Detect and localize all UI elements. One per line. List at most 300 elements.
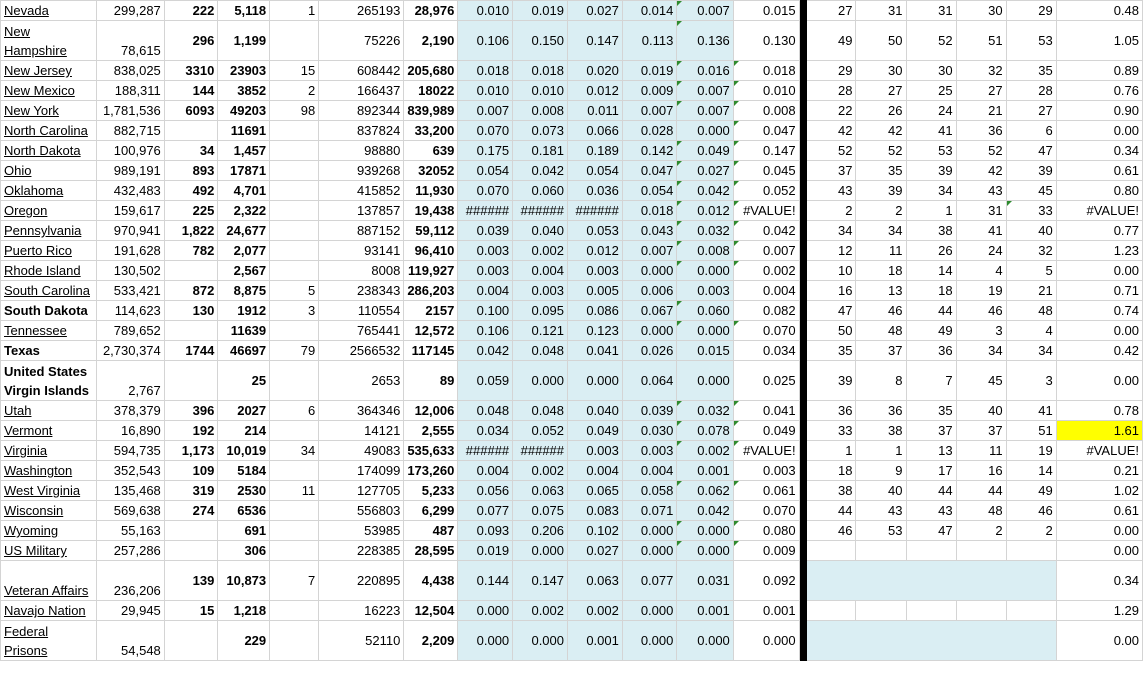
cell-c4[interactable]: 49203 [218,101,270,121]
cell-state-name[interactable]: Rhode Island [1,261,97,281]
cell-c3[interactable]: 3310 [164,61,218,81]
cell-k2[interactable] [856,541,906,561]
cell-r3[interactable]: 0.002 [568,601,623,621]
cell-r3[interactable]: 0.040 [568,401,623,421]
cell-pop[interactable]: 989,191 [96,161,164,181]
cell-pop[interactable]: 882,715 [96,121,164,141]
cell-c4[interactable]: 229 [218,621,270,661]
cell-c7[interactable]: 119,927 [404,261,458,281]
cell-state-name[interactable]: Oklahoma [1,181,97,201]
cell-state-name[interactable]: Veteran Affairs [1,561,97,601]
cell-k2[interactable]: 39 [856,181,906,201]
cell-k5[interactable]: 53 [1006,21,1056,61]
cell-c3[interactable]: 782 [164,241,218,261]
cell-c5[interactable] [270,321,319,341]
cell-c4[interactable]: 8,875 [218,281,270,301]
cell-c6[interactable]: 220895 [319,561,404,601]
cell-k1[interactable]: 27 [807,1,856,21]
cell-r2[interactable]: 0.002 [513,241,568,261]
cell-state-name[interactable]: Nevada [1,1,97,21]
cell-c6[interactable]: 415852 [319,181,404,201]
cell-c4[interactable]: 5,118 [218,1,270,21]
cell-k5[interactable]: 3 [1006,361,1056,401]
cell-pop[interactable]: 1,781,536 [96,101,164,121]
cell-pop[interactable]: 16,890 [96,421,164,441]
cell-r3[interactable]: 0.001 [568,621,623,661]
cell-avg[interactable]: 0.034 [733,341,799,361]
cell-c7[interactable]: 12,504 [404,601,458,621]
cell-avg[interactable]: 0.092 [733,561,799,601]
cell-r4[interactable]: 0.009 [622,81,677,101]
cell-k5[interactable]: 6 [1006,121,1056,141]
cell-c7[interactable]: 19,438 [404,201,458,221]
cell-r1[interactable]: 0.034 [458,421,513,441]
cell-k3[interactable]: 14 [906,261,956,281]
cell-r5[interactable]: 0.007 [677,101,733,121]
cell-r4[interactable]: 0.000 [622,321,677,341]
cell-k1[interactable]: 39 [807,361,856,401]
cell-k5[interactable]: 27 [1006,101,1056,121]
cell-k3[interactable]: 38 [906,221,956,241]
cell-c5[interactable] [270,141,319,161]
cell-k2[interactable]: 26 [856,101,906,121]
cell-k2[interactable]: 37 [856,341,906,361]
cell-r1[interactable]: 0.106 [458,21,513,61]
cell-k5[interactable]: 49 [1006,481,1056,501]
cell-k1[interactable]: 50 [807,321,856,341]
cell-k3[interactable]: 47 [906,521,956,541]
cell-last[interactable]: #VALUE! [1056,441,1142,461]
cell-last[interactable]: 0.21 [1056,461,1142,481]
cell-r5[interactable]: 0.060 [677,301,733,321]
cell-r2[interactable]: 0.002 [513,601,568,621]
cell-k3[interactable]: 7 [906,361,956,401]
cell-avg[interactable]: 0.000 [733,621,799,661]
cell-r5[interactable]: 0.000 [677,621,733,661]
cell-c4[interactable]: 2,567 [218,261,270,281]
cell-c3[interactable]: 6093 [164,101,218,121]
cell-r2[interactable]: 0.010 [513,81,568,101]
cell-last[interactable]: 0.89 [1056,61,1142,81]
cell-c4[interactable]: 10,873 [218,561,270,601]
cell-r3[interactable]: 0.049 [568,421,623,441]
cell-state-name[interactable]: North Carolina [1,121,97,141]
cell-c5[interactable] [270,201,319,221]
cell-k2[interactable] [856,601,906,621]
cell-k4[interactable]: 11 [956,441,1006,461]
cell-r5[interactable]: 0.012 [677,201,733,221]
cell-r2[interactable]: 0.008 [513,101,568,121]
cell-k5[interactable]: 32 [1006,241,1056,261]
cell-k2[interactable]: 52 [856,141,906,161]
cell-k1[interactable]: 46 [807,521,856,541]
cell-r5[interactable]: 0.000 [677,321,733,341]
cell-c6[interactable]: 8008 [319,261,404,281]
cell-pop[interactable]: 789,652 [96,321,164,341]
cell-k5[interactable]: 14 [1006,461,1056,481]
cell-c5[interactable] [270,21,319,61]
cell-r1[interactable]: 0.042 [458,341,513,361]
cell-c7[interactable]: 28,595 [404,541,458,561]
cell-k4[interactable]: 31 [956,201,1006,221]
cell-k1[interactable]: 36 [807,401,856,421]
cell-c5[interactable] [270,161,319,181]
cell-c4[interactable]: 23903 [218,61,270,81]
cell-c4[interactable]: 2,322 [218,201,270,221]
cell-k3[interactable]: 31 [906,1,956,21]
cell-r4[interactable]: 0.028 [622,121,677,141]
cell-last[interactable]: 0.61 [1056,501,1142,521]
cell-k3[interactable]: 41 [906,121,956,141]
cell-pop[interactable]: 54,548 [96,621,164,661]
cell-r4[interactable]: 0.007 [622,241,677,261]
cell-c4[interactable]: 17871 [218,161,270,181]
cell-r3[interactable]: 0.053 [568,221,623,241]
cell-r5[interactable]: 0.062 [677,481,733,501]
cell-c7[interactable]: 286,203 [404,281,458,301]
cell-r4[interactable]: 0.019 [622,61,677,81]
cell-r1[interactable]: 0.003 [458,241,513,261]
cell-c5[interactable]: 5 [270,281,319,301]
cell-c4[interactable]: 46697 [218,341,270,361]
cell-state-name[interactable]: Oregon [1,201,97,221]
cell-state-name[interactable]: Utah [1,401,97,421]
cell-avg[interactable]: 0.015 [733,1,799,21]
cell-r2[interactable]: 0.052 [513,421,568,441]
cell-state-name[interactable]: Vermont [1,421,97,441]
cell-c3[interactable]: 319 [164,481,218,501]
cell-state-name[interactable]: Wyoming [1,521,97,541]
cell-k4[interactable]: 16 [956,461,1006,481]
cell-k3[interactable]: 52 [906,21,956,61]
cell-last[interactable]: 0.77 [1056,221,1142,241]
cell-r1[interactable]: ###### [458,441,513,461]
cell-r2[interactable]: 0.150 [513,21,568,61]
cell-c3[interactable]: 144 [164,81,218,101]
cell-k1[interactable]: 16 [807,281,856,301]
cell-k1[interactable]: 18 [807,461,856,481]
cell-pop[interactable]: 78,615 [96,21,164,61]
cell-pop[interactable]: 378,379 [96,401,164,421]
cell-c5[interactable]: 2 [270,81,319,101]
cell-last[interactable]: 1.23 [1056,241,1142,261]
cell-c5[interactable] [270,261,319,281]
cell-c3[interactable]: 1,822 [164,221,218,241]
cell-k2[interactable]: 36 [856,401,906,421]
cell-k4[interactable]: 30 [956,1,1006,21]
cell-c6[interactable]: 364346 [319,401,404,421]
cell-last[interactable]: 0.00 [1056,621,1142,661]
cell-last[interactable]: 1.02 [1056,481,1142,501]
cell-r4[interactable]: 0.113 [622,21,677,61]
cell-state-name[interactable]: US Military [1,541,97,561]
cell-r4[interactable]: 0.000 [622,261,677,281]
cell-pop[interactable]: 2,767 [96,361,164,401]
cell-r1[interactable]: 0.070 [458,121,513,141]
cell-k1[interactable]: 10 [807,261,856,281]
cell-k4[interactable]: 51 [956,21,1006,61]
cell-r5[interactable]: 0.042 [677,501,733,521]
cell-c4[interactable]: 2530 [218,481,270,501]
cell-r3[interactable]: 0.036 [568,181,623,201]
cell-k2[interactable]: 40 [856,481,906,501]
cell-k5[interactable]: 51 [1006,421,1056,441]
cell-k4[interactable]: 27 [956,81,1006,101]
cell-pop[interactable]: 533,421 [96,281,164,301]
cell-last[interactable]: 1.05 [1056,21,1142,61]
cell-state-name[interactable]: Puerto Rico [1,241,97,261]
cell-last[interactable]: 1.29 [1056,601,1142,621]
cell-avg[interactable]: 0.001 [733,601,799,621]
cell-k1[interactable]: 42 [807,121,856,141]
cell-c6[interactable]: 110554 [319,301,404,321]
cell-c5[interactable]: 15 [270,61,319,81]
cell-r1[interactable]: 0.106 [458,321,513,341]
cell-state-name[interactable]: Pennsylvania [1,221,97,241]
cell-r1[interactable]: 0.054 [458,161,513,181]
cell-r1[interactable]: 0.004 [458,281,513,301]
cell-k3[interactable]: 30 [906,61,956,81]
cell-avg[interactable]: 0.061 [733,481,799,501]
cell-pop[interactable]: 2,730,374 [96,341,164,361]
cell-c4[interactable]: 11691 [218,121,270,141]
cell-k1[interactable]: 12 [807,241,856,261]
cell-k4[interactable]: 45 [956,361,1006,401]
cell-c4[interactable]: 4,701 [218,181,270,201]
cell-k5[interactable]: 29 [1006,1,1056,21]
cell-state-name[interactable]: Texas [1,341,97,361]
cell-avg[interactable]: 0.008 [733,101,799,121]
cell-avg[interactable]: 0.010 [733,81,799,101]
cell-k5[interactable] [1006,541,1056,561]
cell-state-name[interactable]: Navajo Nation [1,601,97,621]
cell-r2[interactable]: ###### [513,201,568,221]
cell-c3[interactable] [164,541,218,561]
cell-c6[interactable]: 174099 [319,461,404,481]
cell-k2[interactable]: 1 [856,441,906,461]
cell-c7[interactable]: 6,299 [404,501,458,521]
cell-r3[interactable]: 0.012 [568,81,623,101]
cell-avg[interactable]: #VALUE! [733,441,799,461]
cell-r5[interactable]: 0.003 [677,281,733,301]
cell-r5[interactable]: 0.049 [677,141,733,161]
cell-last[interactable]: 0.71 [1056,281,1142,301]
cell-r5[interactable]: 0.032 [677,221,733,241]
cell-c5[interactable] [270,601,319,621]
cell-r4[interactable]: 0.054 [622,181,677,201]
cell-r2[interactable]: 0.060 [513,181,568,201]
cell-state-name[interactable]: Washington [1,461,97,481]
cell-c7[interactable]: 2,190 [404,21,458,61]
cell-r5[interactable]: 0.008 [677,241,733,261]
cell-avg[interactable]: 0.080 [733,521,799,541]
cell-r5[interactable]: 0.027 [677,161,733,181]
cell-state-name[interactable]: New York [1,101,97,121]
cell-k5[interactable]: 41 [1006,401,1056,421]
cell-k2[interactable]: 27 [856,81,906,101]
cell-avg[interactable]: 0.045 [733,161,799,181]
cell-avg[interactable]: 0.130 [733,21,799,61]
cell-r1[interactable]: 0.000 [458,601,513,621]
cell-r5[interactable]: 0.042 [677,181,733,201]
cell-avg[interactable]: 0.047 [733,121,799,141]
cell-c3[interactable] [164,321,218,341]
cell-avg[interactable]: 0.147 [733,141,799,161]
cell-r4[interactable]: 0.026 [622,341,677,361]
cell-r1[interactable]: 0.003 [458,261,513,281]
cell-k5[interactable]: 4 [1006,321,1056,341]
cell-k5[interactable]: 48 [1006,301,1056,321]
cell-k5[interactable]: 33 [1006,201,1056,221]
cell-last[interactable]: 0.34 [1056,141,1142,161]
cell-k4[interactable]: 32 [956,61,1006,81]
cell-k2[interactable]: 31 [856,1,906,21]
cell-c7[interactable]: 2157 [404,301,458,321]
cell-r2[interactable]: ###### [513,441,568,461]
cell-c7[interactable]: 96,410 [404,241,458,261]
empty-shaded-cell[interactable] [807,621,1056,661]
cell-pop[interactable]: 970,941 [96,221,164,241]
cell-k1[interactable]: 44 [807,501,856,521]
cell-k1[interactable]: 47 [807,301,856,321]
cell-r4[interactable]: 0.058 [622,481,677,501]
cell-c6[interactable]: 238343 [319,281,404,301]
cell-c5[interactable] [270,181,319,201]
cell-c4[interactable]: 11639 [218,321,270,341]
cell-pop[interactable]: 432,483 [96,181,164,201]
cell-r3[interactable]: 0.147 [568,21,623,61]
cell-k2[interactable]: 18 [856,261,906,281]
cell-c7[interactable]: 11,930 [404,181,458,201]
cell-last[interactable]: 0.00 [1056,261,1142,281]
cell-k4[interactable]: 34 [956,341,1006,361]
cell-c3[interactable]: 139 [164,561,218,601]
cell-c6[interactable]: 2566532 [319,341,404,361]
cell-avg[interactable]: 0.007 [733,241,799,261]
cell-state-name[interactable]: Federal Prisons [1,621,97,661]
cell-r4[interactable]: 0.018 [622,201,677,221]
cell-pop[interactable]: 188,311 [96,81,164,101]
cell-k3[interactable]: 44 [906,481,956,501]
cell-k1[interactable]: 38 [807,481,856,501]
cell-k4[interactable]: 21 [956,101,1006,121]
cell-r5[interactable]: 0.016 [677,61,733,81]
cell-k2[interactable]: 38 [856,421,906,441]
cell-k3[interactable]: 49 [906,321,956,341]
cell-r5[interactable]: 0.000 [677,521,733,541]
cell-k5[interactable]: 45 [1006,181,1056,201]
cell-c7[interactable]: 59,112 [404,221,458,241]
cell-k2[interactable]: 48 [856,321,906,341]
cell-r3[interactable]: 0.065 [568,481,623,501]
cell-r3[interactable]: 0.020 [568,61,623,81]
cell-avg[interactable]: 0.070 [733,321,799,341]
cell-r3[interactable]: 0.003 [568,441,623,461]
cell-c6[interactable]: 127705 [319,481,404,501]
cell-state-name[interactable]: South Carolina [1,281,97,301]
cell-c3[interactable]: 109 [164,461,218,481]
cell-k4[interactable]: 19 [956,281,1006,301]
cell-r3[interactable]: 0.063 [568,561,623,601]
cell-c4[interactable]: 25 [218,361,270,401]
cell-avg[interactable]: 0.042 [733,221,799,241]
cell-r1[interactable]: 0.144 [458,561,513,601]
cell-r3[interactable]: 0.066 [568,121,623,141]
cell-c3[interactable]: 1744 [164,341,218,361]
cell-r1[interactable]: 0.039 [458,221,513,241]
cell-c4[interactable]: 306 [218,541,270,561]
cell-r5[interactable]: 0.078 [677,421,733,441]
cell-c6[interactable]: 93141 [319,241,404,261]
cell-avg[interactable]: 0.018 [733,61,799,81]
cell-state-name[interactable]: Virginia [1,441,97,461]
cell-c5[interactable] [270,241,319,261]
cell-k1[interactable]: 22 [807,101,856,121]
cell-pop[interactable]: 257,286 [96,541,164,561]
cell-k4[interactable]: 37 [956,421,1006,441]
cell-k5[interactable]: 47 [1006,141,1056,161]
cell-r3[interactable]: 0.011 [568,101,623,121]
cell-avg[interactable]: 0.002 [733,261,799,281]
cell-k2[interactable]: 46 [856,301,906,321]
cell-k2[interactable]: 42 [856,121,906,141]
cell-c6[interactable]: 837824 [319,121,404,141]
cell-r4[interactable]: 0.004 [622,461,677,481]
cell-k1[interactable]: 2 [807,201,856,221]
cell-k2[interactable]: 11 [856,241,906,261]
cell-c6[interactable]: 892344 [319,101,404,121]
cell-r1[interactable]: 0.010 [458,1,513,21]
cell-c3[interactable] [164,621,218,661]
cell-c6[interactable]: 166437 [319,81,404,101]
cell-c4[interactable]: 10,019 [218,441,270,461]
cell-r4[interactable]: 0.071 [622,501,677,521]
cell-c3[interactable] [164,121,218,141]
cell-r4[interactable]: 0.006 [622,281,677,301]
cell-r4[interactable]: 0.039 [622,401,677,421]
cell-k1[interactable]: 35 [807,341,856,361]
cell-c3[interactable]: 192 [164,421,218,441]
cell-state-name[interactable]: North Dakota [1,141,97,161]
cell-k5[interactable]: 2 [1006,521,1056,541]
cell-r4[interactable]: 0.014 [622,1,677,21]
cell-c4[interactable]: 2027 [218,401,270,421]
cell-r2[interactable]: 0.048 [513,341,568,361]
cell-r4[interactable]: 0.077 [622,561,677,601]
cell-pop[interactable]: 159,617 [96,201,164,221]
cell-c5[interactable]: 34 [270,441,319,461]
cell-r4[interactable]: 0.067 [622,301,677,321]
cell-c4[interactable]: 1,457 [218,141,270,161]
cell-last[interactable]: 0.48 [1056,1,1142,21]
cell-r2[interactable]: 0.000 [513,621,568,661]
cell-k1[interactable]: 28 [807,81,856,101]
cell-pop[interactable]: 352,543 [96,461,164,481]
cell-c5[interactable] [270,501,319,521]
cell-c6[interactable]: 75226 [319,21,404,61]
cell-state-name[interactable]: Wisconsin [1,501,97,521]
cell-pop[interactable]: 569,638 [96,501,164,521]
cell-last[interactable]: 0.00 [1056,361,1142,401]
cell-r2[interactable]: 0.181 [513,141,568,161]
cell-k1[interactable]: 29 [807,61,856,81]
cell-c7[interactable]: 839,989 [404,101,458,121]
cell-last[interactable]: 0.61 [1056,161,1142,181]
cell-c3[interactable] [164,361,218,401]
cell-avg[interactable]: 0.070 [733,501,799,521]
cell-r5[interactable]: 0.015 [677,341,733,361]
cell-c3[interactable]: 274 [164,501,218,521]
